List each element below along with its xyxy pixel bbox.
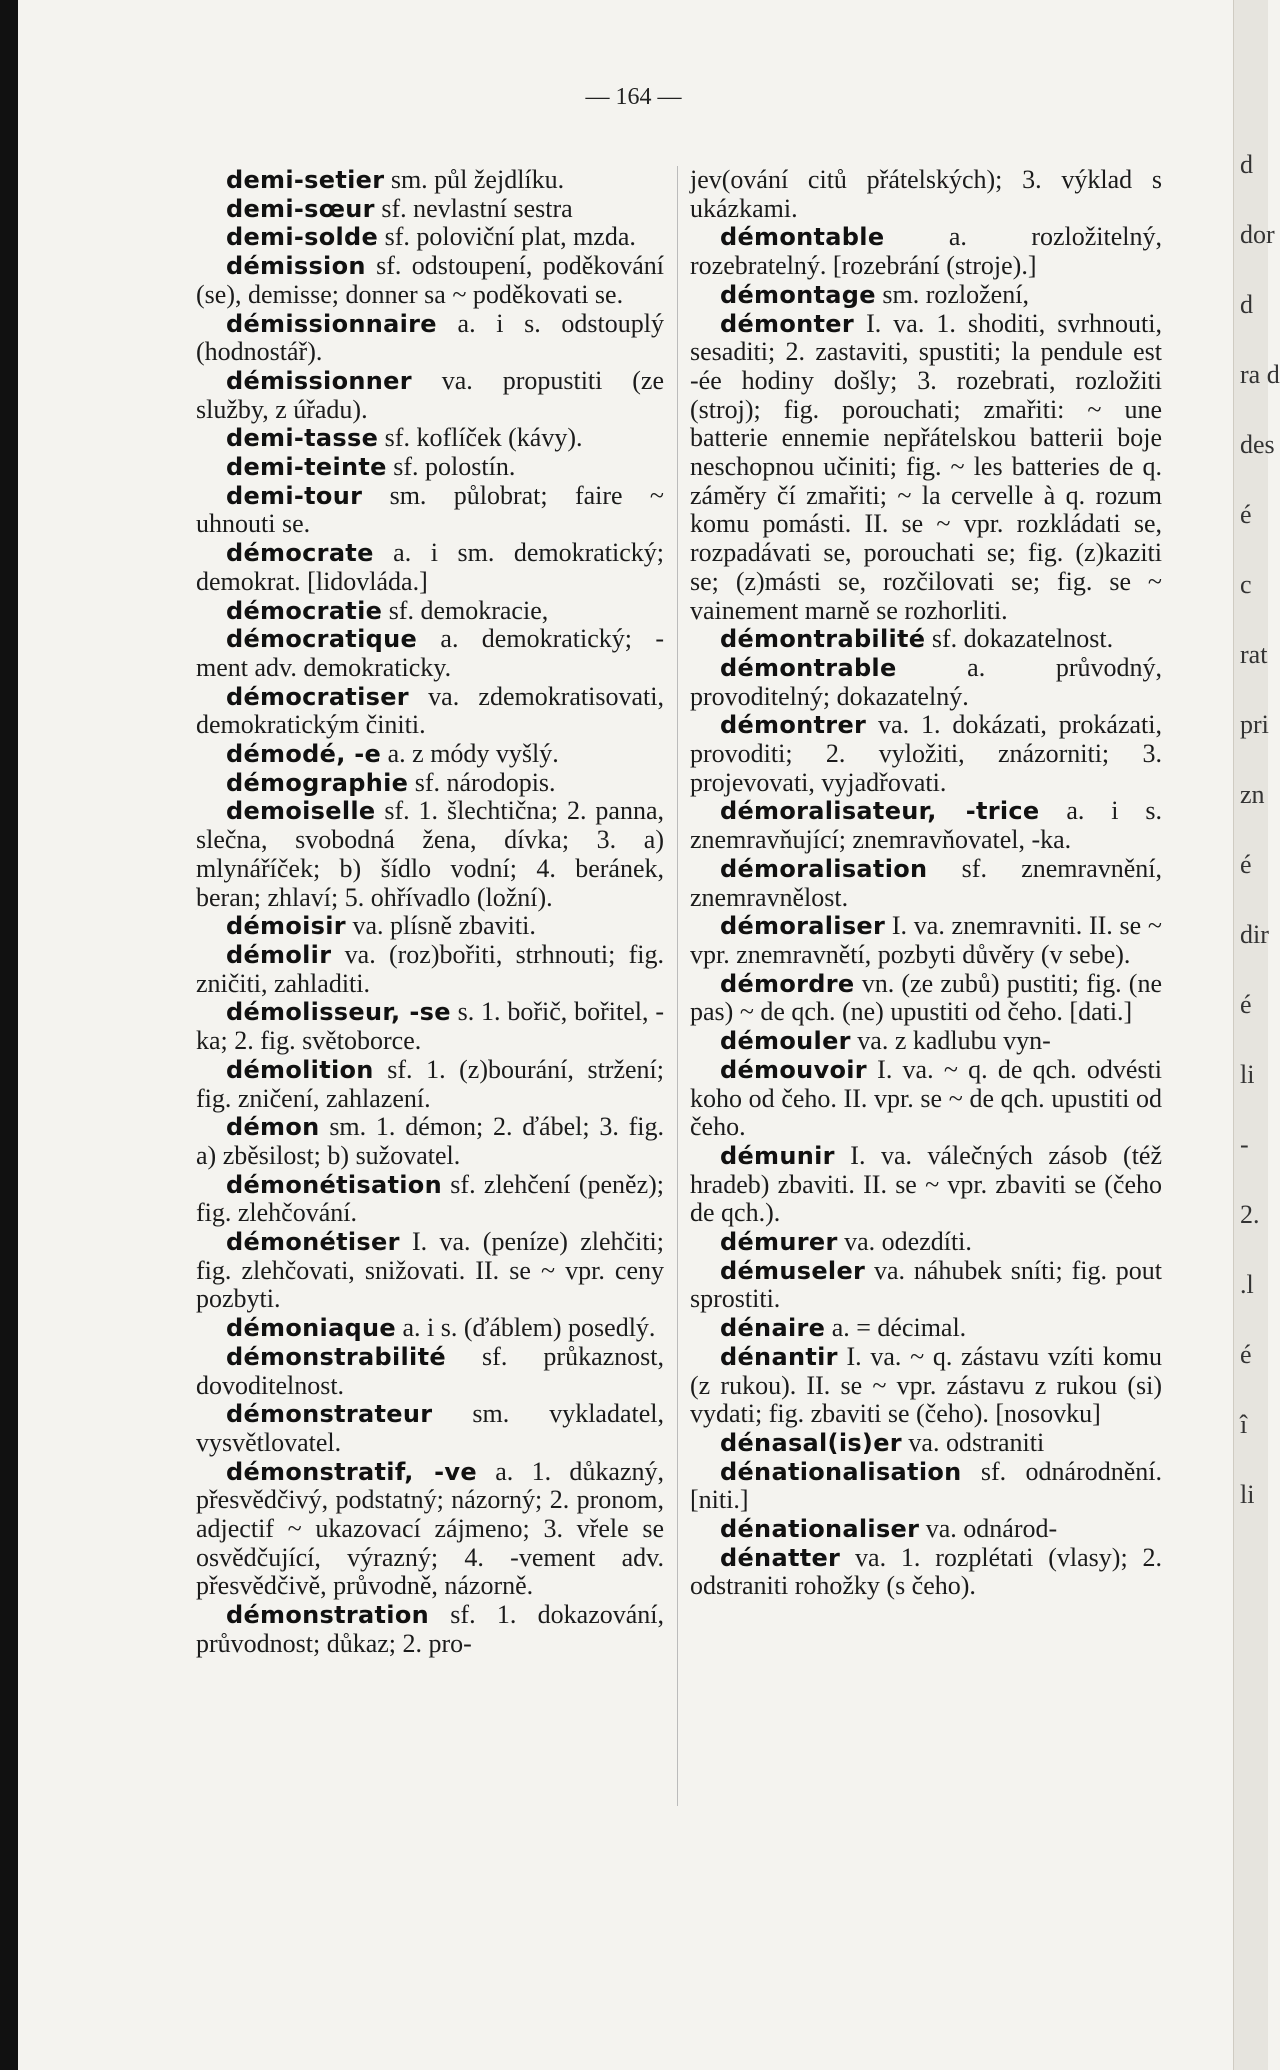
adjacent-page-fragment: dir (1240, 920, 1269, 949)
adjacent-page-fragment: é (1240, 1340, 1252, 1369)
dictionary-entry (196, 252, 664, 309)
headword: démon (226, 1113, 320, 1142)
dictionary-entry (690, 1458, 1162, 1515)
dictionary-entry (196, 912, 664, 941)
adjacent-page-fragment: rat (1240, 640, 1268, 669)
dictionary-entry (196, 597, 664, 626)
definition: s. 1. bořič, bořitel, -ka; 2. fig. světoborce. (196, 997, 664, 1056)
headword: dénasal(is)er (720, 1428, 902, 1457)
headword: démontrabilité (720, 625, 926, 654)
headword: dénationaliser (720, 1515, 920, 1544)
headword: démonétisation (226, 1170, 442, 1199)
dictionary-entry (196, 797, 664, 912)
headword: démonter (720, 309, 855, 338)
right-column (690, 166, 1162, 1601)
adjacent-page-fragment: pri (1240, 710, 1269, 739)
headword: démonétiser (226, 1228, 400, 1257)
definition: sm. 1. démon; 2. ďábel; 3. fig. a) zběsilost; b) sužovatel. (196, 1112, 664, 1170)
definition: I. va. válečných zásob (též hradeb) zbaviti. II. se ~ vpr. zbaviti se (čeho de qch.). (690, 1140, 1162, 1228)
definition: I. va. 1. shoditi, svrhnouti, sesaditi; 2. zastaviti, spustiti; la pendule est -ée hodiny došly; 3. rozebrati, rozložiti (stroj); fig. porouchati; zmařiti: ~ une batterie ennemie nepřátelskou batterii boje neschopnou učiniti; fig. ~ les batteries de q. záměry čí zmařiti; ~ la cervelle à q. rozum komu pomásti. II. se ~ vpr. rozkládati se, rozpadávati se, porouchati se; fig. (z)kaziti se; (z)másti se, rozčilovati se; fig. se ~ vainement marně se rozhorliti. (690, 308, 1162, 625)
definition: va. (roz)bořiti, strhnouti; fig. zničiti, zahladiti. (196, 939, 664, 998)
headword: démouvoir (720, 1055, 867, 1084)
definition: sf. znemravnění, znemravnělost. (690, 853, 1162, 912)
definition: a. i s. znemravňující; znemravňovatel, -ka. (690, 796, 1162, 855)
adjacent-page-fragment: c (1240, 570, 1252, 599)
dictionary-entry (690, 1257, 1162, 1314)
dictionary-entry (690, 654, 1162, 711)
headword: démontable (720, 223, 885, 252)
definition: a. 1. důkazný, přesvědčivý, podstatný; názorný; 2. pronom, adjectif ~ ukazovací zájmeno; 3. vřele se osvědčující, výrazný; 4. -vement adv. přesvědčivě, průvodně, názorně. (196, 1456, 664, 1601)
dictionary-entry (196, 1113, 664, 1170)
definition: a. rozložitelný, rozebratelný. [rozebrání (stroje).] (690, 222, 1162, 281)
definition: va. náhubek sníti; fig. pout sprostiti. (690, 1255, 1162, 1314)
definition: va. odnárod- (919, 1514, 1058, 1544)
dictionary-entry (690, 625, 1162, 654)
headword: démonstratif, -ve (226, 1457, 477, 1486)
definition: sf. 1. (z)bourání, stržení; fig. zničení, zahlazení. (196, 1054, 664, 1113)
adjacent-page-fragment: î (1240, 1410, 1248, 1439)
page-number: — 164 — (585, 84, 682, 110)
dictionary-entry (690, 1544, 1162, 1601)
dictionary-entry (196, 539, 664, 596)
dictionary-entry (690, 797, 1162, 854)
headword: demi-tasse (226, 424, 379, 453)
dictionary-entry (196, 625, 664, 682)
definition: va. z kadlubu vyn- (850, 1026, 1051, 1056)
definition: va. zdemokratisovati, demokratickým činiti. (196, 681, 664, 740)
definition: vn. (ze zubů) pustiti; fig. (ne pas) ~ de qch. (ne) upustiti od čeho. [dati.] (690, 968, 1162, 1027)
dictionary-entry (196, 1601, 664, 1658)
definition: va. 1. rozplétati (vlasy); 2. odstraniti rohožky (s čeho). (690, 1542, 1162, 1601)
dictionary-entry (690, 1429, 1162, 1458)
definition: sf. zlehčení (peněz); fig. zlehčování. (196, 1169, 664, 1228)
headword: démissionner (226, 366, 412, 395)
adjacent-page-fragment: é (1240, 500, 1252, 529)
dictionary-entry (690, 855, 1162, 912)
adjacent-page-fragment: 2. (1240, 1200, 1260, 1229)
dictionary-entry (690, 1142, 1162, 1228)
headword: demi-teinte (226, 453, 387, 482)
definition: a. z módy vyšlý. (381, 739, 559, 769)
definition: sm. půl žejdlíku. (384, 165, 565, 194)
dictionary-entry (690, 166, 1162, 223)
adjacent-page-fragment: é (1240, 850, 1252, 879)
dictionary-entry (196, 683, 664, 740)
headword: demi-setier (226, 166, 385, 194)
headword: demi-tour (226, 481, 363, 510)
dictionary-entry (690, 1515, 1162, 1544)
definition: sf. demokracie, (382, 595, 549, 625)
dictionary-entry (690, 1027, 1162, 1056)
dictionary-entry (690, 223, 1162, 280)
headword: dénationalisation (720, 1457, 962, 1486)
left-column (196, 166, 664, 1659)
headword: démocratie (226, 596, 383, 625)
definition: va. 1. dokázati, prokázati, provoditi; 2. vyložiti, znázorniti; 3. projevovati, vyjadřovati. (690, 710, 1162, 797)
headword: dénantir (720, 1342, 838, 1371)
definition: sf. průkaznost, dovoditelnost. (196, 1341, 664, 1400)
adjacent-page-fragment: li (1240, 1480, 1255, 1509)
definition: va. propustiti (ze služby, z úřadu). (196, 365, 664, 424)
definition: sf. odnárodnění. [niti.] (690, 1456, 1162, 1515)
headword: démontage (720, 280, 876, 309)
headword: démocratiser (226, 682, 409, 711)
headword: démurer (720, 1228, 838, 1257)
definition: a. i s. (ďáblem) posedlý. (396, 1313, 656, 1343)
column-divider (677, 166, 678, 1806)
definition: I. va. ~ q. zástavu vzíti komu (z rukou). II. se ~ vpr. zástavu z rukou (si) vydati; fig. zbaviti se (čeho). [nosovku] (690, 1341, 1162, 1429)
dictionary-entry (196, 482, 664, 539)
headword: démunir (720, 1141, 835, 1170)
dictionary-entry (690, 912, 1162, 969)
headword: démoraliser (720, 912, 886, 941)
headword: démographie (226, 768, 409, 797)
definition: a. i s. odstouplý (hodnostář). (196, 308, 664, 367)
headword: demi-sœur (226, 194, 375, 223)
adjacent-page-fragment: é (1240, 990, 1252, 1019)
headword: démoniaque (226, 1314, 397, 1343)
scan-left-edge (0, 0, 18, 2070)
definition: sm. vykladatel, vysvětlovatel. (196, 1399, 664, 1457)
adjacent-page-fragment: ra d (1240, 360, 1280, 389)
dictionary-entry (196, 310, 664, 367)
headword: démocratique (226, 625, 418, 654)
dictionary-entry (690, 281, 1162, 310)
definition: sf. polostín. (386, 452, 516, 482)
dictionary-entry (690, 970, 1162, 1027)
definition: a. i sm. demokratický; demokrat. [lidovláda.] (196, 538, 664, 596)
definition: sm. půlobrat; faire ~ uhnouti se. (196, 480, 664, 539)
headword: démoisir (226, 912, 346, 941)
dictionary-entry (196, 453, 664, 482)
definition: va. plísně zbaviti. (345, 911, 536, 941)
definition: sf. koflíček (kávy). (378, 423, 583, 453)
headword: démonstrabilité (226, 1342, 446, 1371)
adjacent-page-fragment: dor (1240, 220, 1275, 249)
definition: a. = décimal. (825, 1313, 967, 1343)
dictionary-entry (196, 998, 664, 1055)
dictionary-entry (196, 1343, 664, 1400)
definition: sm. rozložení, (875, 279, 1029, 309)
adjacent-page-fragment: d (1240, 150, 1253, 179)
dictionary-entry (196, 1228, 664, 1314)
headword: démolition (226, 1055, 374, 1084)
dictionary-entry (196, 424, 664, 453)
dictionary-entry (196, 1314, 664, 1343)
dictionary-entry (196, 1400, 664, 1457)
headword: démoralisateur, -trice (720, 797, 1040, 826)
adjacent-page-fragment: - (1240, 1130, 1249, 1159)
headword: démissionnaire (226, 309, 437, 338)
headword: dénaire (720, 1314, 826, 1343)
adjacent-page-fragment: zn (1240, 780, 1265, 809)
dictionary-entry (196, 1056, 664, 1113)
headword: démontrer (720, 711, 867, 740)
definition: jev(ování citů přátelských); 3. výklad s ukázkami. (690, 165, 1162, 223)
headword: demoiselle (226, 797, 376, 826)
headword: démonstration (226, 1601, 430, 1630)
dictionary-entry (196, 1171, 664, 1228)
dictionary-entry (690, 1228, 1162, 1257)
dictionary-entry (196, 769, 664, 798)
definition: sf. poloviční plat, mzda. (378, 222, 636, 252)
headword: démolir (226, 940, 332, 969)
headword: démontrable (720, 653, 897, 682)
headword: démonstrateur (226, 1400, 433, 1429)
headword: démodé, -e (226, 740, 382, 769)
definition: sf. nevlastní sestra (374, 193, 573, 223)
definition: va. odstraniti (901, 1427, 1045, 1457)
definition: sf. odstoupení, poděkování (se), demisse; donner sa ~ poděkovati se. (196, 251, 664, 309)
dictionary-entry (690, 310, 1162, 626)
dictionary-entry (196, 740, 664, 769)
dictionary-entry (690, 711, 1162, 797)
adjacent-page-edge (1233, 0, 1280, 2070)
definition: I. va. znemravniti. II. se ~ vpr. znemravnětí, pozbyti důvěry (v sebe). (690, 911, 1162, 969)
definition: sf. 1. dokazování, průvodnost; důkaz; 2. pro- (196, 1600, 664, 1658)
definition: sf. 1. šlechtična; 2. panna, slečna, svobodná žena, dívka; 3. a) mlynáříček; b) šídlo vodní; 4. beránek, beran; zhlaví; 5. ohřívadlo (ložní). (196, 796, 664, 912)
adjacent-page-fragment: li (1240, 1060, 1255, 1089)
headword: démuseler (720, 1256, 866, 1285)
dictionary-entry (196, 1458, 664, 1602)
definition: va. odezdíti. (837, 1227, 972, 1257)
headword: démolisseur, -se (226, 998, 451, 1027)
definition: I. va. (peníze) zlehčiti; fig. zlehčovati, snižovati. II. se ~ vpr. ceny pozbyti. (196, 1227, 664, 1314)
adjacent-page-fragment: d (1240, 290, 1253, 319)
dictionary-entry (196, 367, 664, 424)
headword: démoralisation (720, 854, 928, 883)
headword: démission (226, 252, 366, 281)
adjacent-page-fragment: .l (1240, 1270, 1254, 1299)
definition: sf. národopis. (408, 767, 556, 797)
definition: sf. dokazatelnost. (925, 624, 1114, 654)
dictionary-entry (690, 1314, 1162, 1343)
definition: a. průvodný, provoditelný; dokazatelný. (690, 652, 1162, 711)
dictionary-entry (196, 941, 664, 998)
dictionary-entry (690, 1056, 1162, 1142)
dictionary-entry (196, 223, 664, 252)
headword: demi-solde (226, 223, 379, 252)
dictionary-entry (690, 1343, 1162, 1429)
headword: démordre (720, 969, 855, 998)
dictionary-entry (196, 166, 664, 195)
definition: a. demokratický; -ment adv. demokraticky. (196, 624, 664, 682)
definition: I. va. ~ q. de qch. odvésti koho od čeho. II. vpr. se ~ de qch. upustiti od čeho. (690, 1054, 1162, 1142)
adjacent-page-fragment: des (1240, 430, 1275, 459)
headword: démouler (720, 1027, 851, 1056)
headword: dénatter (720, 1543, 841, 1572)
headword: démocrate (226, 539, 374, 568)
dictionary-entry (196, 195, 664, 224)
